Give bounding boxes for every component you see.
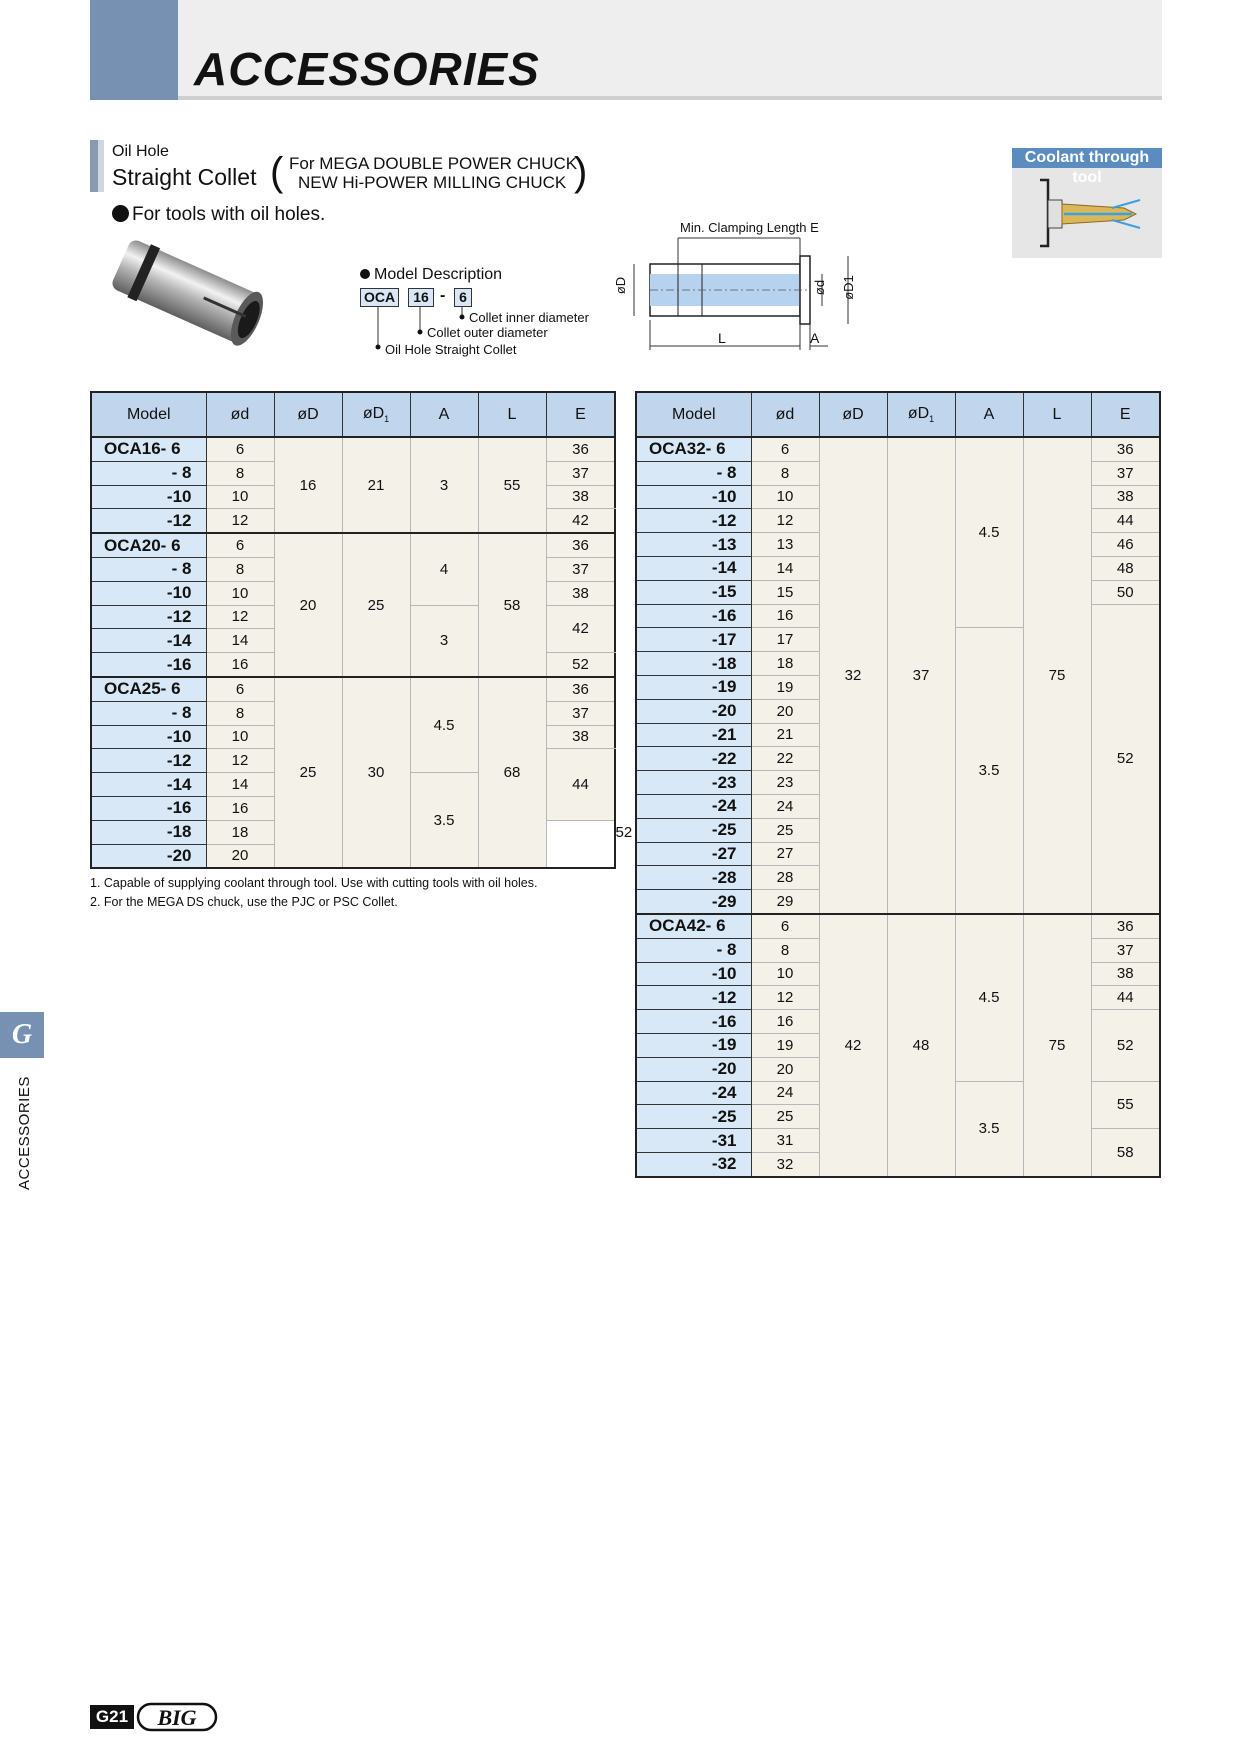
model-cell: -31: [636, 1129, 751, 1153]
E-cell: 36: [546, 533, 615, 557]
model-cell: -12: [91, 509, 206, 533]
model-cell: -25: [636, 818, 751, 842]
feature-line: [112, 204, 325, 226]
product-small-label: Oil Hole: [112, 143, 169, 160]
L-cell: 68: [478, 677, 546, 868]
model-cell: -10: [91, 581, 206, 605]
label-inner-diameter: Collet inner diameter: [469, 310, 589, 325]
model-cell: OCA16- 6: [91, 437, 206, 461]
d-cell: 6: [751, 914, 819, 938]
col-header-A: A: [955, 392, 1023, 437]
label-outer-diameter: Collet outer diameter: [427, 325, 548, 340]
collet-photo: [104, 228, 274, 360]
code-outer: 16: [408, 288, 434, 307]
d-cell: 22: [751, 747, 819, 771]
d-cell: 24: [751, 1081, 819, 1105]
d-cell: 8: [751, 461, 819, 485]
paren-right: ): [574, 150, 588, 194]
collet-drawing: [612, 236, 872, 356]
d-cell: 18: [751, 652, 819, 676]
d-cell: 20: [751, 699, 819, 723]
code-prefix: OCA: [360, 288, 399, 307]
model-cell: -10: [91, 485, 206, 509]
model-cell: - 8: [91, 701, 206, 725]
D1-cell: 48: [887, 914, 955, 1177]
col-header-d: ød: [206, 392, 274, 437]
model-cell: -28: [636, 866, 751, 890]
bullet-icon: [360, 269, 370, 279]
E-cell: 44: [1091, 509, 1160, 533]
drawing-label-D1: øD1: [840, 275, 856, 300]
A-cell: 3.5: [955, 628, 1023, 914]
E-cell: 37: [546, 701, 615, 725]
model-cell: - 8: [91, 557, 206, 581]
table-header-row: [91, 392, 615, 437]
model-cell: -25: [636, 1105, 751, 1129]
E-cell: 36: [1091, 914, 1160, 938]
d-cell: 16: [206, 653, 274, 677]
model-cell: -12: [91, 749, 206, 773]
section-tab-letter: G: [0, 1012, 44, 1058]
d-cell: 10: [751, 962, 819, 986]
d-cell: 13: [751, 533, 819, 557]
E-cell: 38: [1091, 485, 1160, 509]
notes: [90, 874, 538, 912]
model-cell: -16: [91, 653, 206, 677]
spec-table-left: [90, 391, 633, 869]
model-cell: -12: [636, 986, 751, 1010]
feature-text: For tools with oil holes.: [132, 204, 326, 225]
paren-left: (: [270, 150, 284, 194]
d-cell: 21: [751, 723, 819, 747]
model-cell: -20: [91, 844, 206, 868]
D1-cell: 25: [342, 533, 410, 677]
d-cell: 32: [751, 1152, 819, 1176]
L-cell: 75: [1023, 914, 1091, 1177]
d-cell: 28: [751, 866, 819, 890]
model-cell: -12: [636, 509, 751, 533]
d-cell: 14: [206, 773, 274, 797]
E-cell: 38: [546, 581, 615, 605]
page-title: ACCESSORIES: [194, 43, 540, 95]
E-cell: 52: [546, 653, 615, 677]
col-header-A: A: [410, 392, 478, 437]
model-cell: -22: [636, 747, 751, 771]
E-cell: 37: [546, 557, 615, 581]
E-cell: 44: [1091, 986, 1160, 1010]
d-cell: 17: [751, 628, 819, 652]
E-cell: 36: [546, 437, 615, 461]
model-cell: -14: [636, 556, 751, 580]
col-header-E: E: [1091, 392, 1160, 437]
d-cell: 6: [206, 677, 274, 701]
A-cell: 4.5: [955, 914, 1023, 1081]
note-2: 2. For the MEGA DS chuck, use the PJC or PSC Collet.: [90, 895, 398, 909]
model-cell: -29: [636, 890, 751, 914]
model-cell: -16: [91, 796, 206, 820]
table-row: [636, 914, 1160, 938]
D-cell: 16: [274, 437, 342, 533]
d-cell: 10: [206, 581, 274, 605]
model-cell: OCA20- 6: [91, 533, 206, 557]
section-tab-label: ACCESSORIES: [16, 1076, 33, 1190]
A-cell: 4.5: [410, 677, 478, 773]
brand-text: BIG: [157, 1705, 197, 1730]
D1-cell: 37: [887, 437, 955, 914]
model-cell: -14: [91, 629, 206, 653]
d-cell: 19: [751, 675, 819, 699]
A-cell: 3.5: [410, 773, 478, 869]
model-cell: -19: [636, 675, 751, 699]
coolant-label: Coolant through tool: [1012, 148, 1162, 168]
A-cell: 4.5: [955, 437, 1023, 628]
page-number: G21: [90, 1705, 134, 1729]
E-cell: 36: [1091, 437, 1160, 461]
model-cell: -32: [636, 1152, 751, 1176]
col-header-model: Model: [636, 392, 751, 437]
E-cell: 46: [1091, 533, 1160, 557]
model-cell: OCA25- 6: [91, 677, 206, 701]
E-cell: 38: [546, 725, 615, 749]
d-cell: 16: [751, 1010, 819, 1034]
d-cell: 24: [751, 794, 819, 818]
E-cell: 38: [1091, 962, 1160, 986]
model-cell: OCA42- 6: [636, 914, 751, 938]
model-cell: -27: [636, 842, 751, 866]
model-cell: -16: [636, 604, 751, 628]
table-row: [91, 677, 615, 701]
model-cell: - 8: [636, 461, 751, 485]
model-cell: - 8: [636, 938, 751, 962]
A-cell: 3: [410, 437, 478, 533]
col-header-d: ød: [751, 392, 819, 437]
col-header-D1: $øD_1$: [887, 392, 955, 437]
model-cell: -12: [91, 605, 206, 629]
E-cell: 42: [546, 509, 615, 533]
table-row: [636, 437, 1160, 461]
code-dash: -: [440, 287, 446, 304]
product-name: Straight Collet: [112, 164, 257, 190]
drawing-label-A: A: [810, 330, 820, 346]
d-cell: 6: [751, 437, 819, 461]
model-cell: -20: [636, 1057, 751, 1081]
table-row: [91, 533, 615, 557]
E-cell: 55: [1091, 1081, 1160, 1129]
d-cell: 12: [206, 605, 274, 629]
d-cell: 31: [751, 1129, 819, 1153]
model-cell: -18: [91, 820, 206, 844]
min-clamp-label: Min. Clamping Length E: [680, 220, 819, 235]
model-cell: -10: [636, 485, 751, 509]
col-header-L: L: [1023, 392, 1091, 437]
d-cell: 20: [751, 1057, 819, 1081]
col-header-L: L: [478, 392, 546, 437]
col-header-D: øD: [274, 392, 342, 437]
table-header-row: [636, 392, 1160, 437]
D-cell: 42: [819, 914, 887, 1177]
spec-table-right: [635, 391, 1161, 1178]
L-cell: 75: [1023, 437, 1091, 914]
E-cell: 48: [1091, 556, 1160, 580]
E-cell: 42: [546, 605, 615, 653]
d-cell: 8: [206, 701, 274, 725]
model-description-title: Model Description: [360, 266, 502, 284]
E-cell: 58: [1091, 1129, 1160, 1177]
E-cell: 37: [1091, 461, 1160, 485]
model-cell: - 8: [91, 461, 206, 485]
D-cell: 32: [819, 437, 887, 914]
d-cell: 6: [206, 437, 274, 461]
d-cell: 27: [751, 842, 819, 866]
E-cell: 44: [546, 749, 615, 820]
d-cell: 25: [751, 818, 819, 842]
d-cell: 12: [751, 509, 819, 533]
code-inner: 6: [454, 288, 472, 307]
model-cell: -13: [636, 533, 751, 557]
label-collet-type: Oil Hole Straight Collet: [385, 342, 517, 357]
E-cell: 38: [546, 485, 615, 509]
model-cell: -14: [91, 773, 206, 797]
d-cell: 29: [751, 890, 819, 914]
d-cell: 8: [751, 938, 819, 962]
model-cell: -24: [636, 794, 751, 818]
model-cell: -18: [636, 652, 751, 676]
col-header-model: Model: [91, 392, 206, 437]
d-cell: 14: [206, 629, 274, 653]
header-block: [90, 0, 178, 100]
model-cell: -15: [636, 580, 751, 604]
bullet-icon: [112, 205, 129, 222]
E-cell: 52: [1091, 1010, 1160, 1081]
d-cell: 16: [751, 604, 819, 628]
D1-cell: 21: [342, 437, 410, 533]
model-cell: -10: [636, 962, 751, 986]
drawing-label-D: øD: [613, 276, 629, 295]
L-cell: 55: [478, 437, 546, 533]
d-cell: 12: [206, 749, 274, 773]
A-cell: 3.5: [955, 1081, 1023, 1177]
big-logo: [136, 1702, 218, 1732]
drawing-label-d: ød: [812, 279, 828, 296]
d-cell: 18: [206, 820, 274, 844]
table-row: -16 16 52: [91, 796, 615, 820]
D1-cell: 30: [342, 677, 410, 868]
d-cell: 16: [206, 796, 274, 820]
col-header-D1: $øD_1$: [342, 392, 410, 437]
col-header-E: E: [546, 392, 615, 437]
model-cell: -10: [91, 725, 206, 749]
table-row: [91, 437, 615, 461]
E-cell: 50: [1091, 580, 1160, 604]
E-cell: 37: [1091, 938, 1160, 962]
d-cell: 8: [206, 461, 274, 485]
d-cell: 12: [206, 509, 274, 533]
for-chuck-line1: For MEGA DOUBLE POWER CHUCK: [289, 154, 578, 173]
L-cell: 58: [478, 533, 546, 677]
d-cell: 10: [206, 485, 274, 509]
heading-bar-light: [98, 140, 104, 192]
model-cell: -21: [636, 723, 751, 747]
model-cell: OCA32- 6: [636, 437, 751, 461]
A-cell: 4: [410, 533, 478, 605]
d-cell: 6: [206, 533, 274, 557]
D-cell: 25: [274, 677, 342, 868]
d-cell: 15: [751, 580, 819, 604]
for-chuck-line2: NEW Hi-POWER MILLING CHUCK: [298, 173, 567, 192]
col-header-D: øD: [819, 392, 887, 437]
A-cell: 3: [410, 605, 478, 677]
d-cell: 10: [751, 485, 819, 509]
d-cell: 12: [751, 986, 819, 1010]
model-cell: -24: [636, 1081, 751, 1105]
d-cell: 20: [206, 844, 274, 868]
header-rule: [178, 96, 1162, 100]
model-cell: -17: [636, 628, 751, 652]
E-cell: 52: [1091, 604, 1160, 914]
d-cell: 14: [751, 556, 819, 580]
drawing-label-L: L: [718, 330, 726, 346]
d-cell: 10: [206, 725, 274, 749]
d-cell: 19: [751, 1033, 819, 1057]
d-cell: 23: [751, 771, 819, 795]
note-1: 1. Capable of supplying coolant through tool. Use with cutting tools with oil holes.: [90, 876, 538, 890]
model-cell: -23: [636, 771, 751, 795]
d-cell: 25: [751, 1105, 819, 1129]
model-cell: -16: [636, 1010, 751, 1034]
E-cell: 37: [546, 461, 615, 485]
E-cell: 36: [546, 677, 615, 701]
D-cell: 20: [274, 533, 342, 677]
d-cell: 8: [206, 557, 274, 581]
coolant-tool-icon: [1012, 170, 1162, 256]
model-cell: -20: [636, 699, 751, 723]
model-cell: -19: [636, 1033, 751, 1057]
